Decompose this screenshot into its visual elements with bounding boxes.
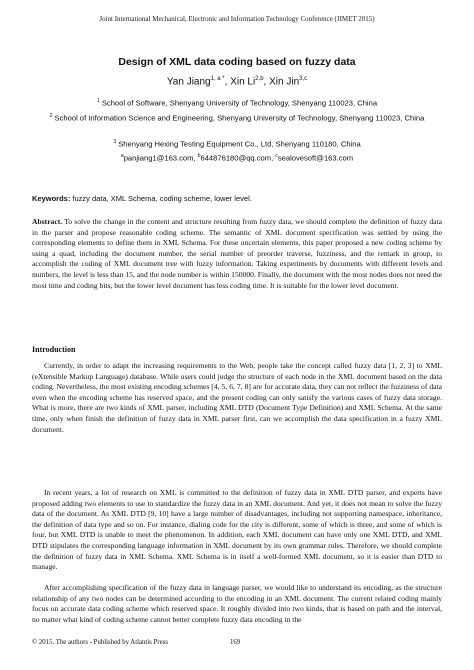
email-address: sealovesoft@163.com [277,153,354,163]
section-heading: Introduction [32,345,76,354]
affiliation-superscript: 2 [49,113,53,119]
abstract-text: To solve the change in the content and structure resulting from fuzzy data, we should complete the definition of fuzzy data in the parser and propose reasonable coding scheme. The semantic of XML document specification was settled by using the corresponding elements to define them in XML Schema. For these uncertain elements, this paper proposed a new coding scheme by using a quad, including the document number, the serial number of preorder traverse, fuzziness, and the remark in group, to accomplish the coding of XML document tree with fuzzy information. Taking experiments by documents with different levels and numbers, the level is less than 15, and the node number is within 150000. Finally, the document with the most nodes does not need the most time and coding bits, but the lower level document has less coding time. It is suitable for the lower level document. [32,217,442,290]
paragraph-2: In recent years, a lot of research on XML is committed to the definition of fuzzy data in XML DTD parser, and experts have proposed adding two elements to use to standardize the fuzzy data in an XML document. And yet, it does not mean to solve the fuzzy data of the document. As XML DTD [9, 10] have a large number of disadvantages, including not supporting namespace, inheritance, the definition of data type and so on. For instance, dialing code for the city is different, some of which is three, and some of which is four, but XML DTD is unable to meet the phenomenon. In addition, each XML document can have only one XML DTD, and XML DTD stipulates the corresponding language information in XML document by its own grammar rules. Therefore, we should complete the definition of fuzzy data in XML Schema. XML Schema is in itself a well-formed XML document, so it is easier than DTD to manage. [32,488,442,572]
affiliation-2 [40,111,434,124]
keywords-text: fuzzy data, XML Schema, coding scheme, lower level. [70,194,252,203]
affiliation-superscript: 1 [96,98,100,104]
page-number: 169 [230,639,241,646]
author-name: Xin Li [230,76,256,88]
affiliation-text: Shenyang Hexing Testing Equipment Co., Ltd, Shenyang 110180, China [118,139,361,149]
abstract-label: Abstract. [32,217,63,226]
author-name: Yan Jiang [166,76,211,88]
email-superscript: c [275,153,278,159]
author-separator: , [263,76,270,88]
email-line [40,151,434,164]
author-superscript: 3,c [299,76,308,82]
affiliation-text: School of Software, Shenyang University of Technology, Shenyang 110023, China [101,98,378,108]
author-name: Xin Jin [269,76,300,88]
paragraph-1: Currently, in order to adapt the increasing requirements to the Web, people take the concept called fuzzy data [1, 2, 3] to XML (eXtensible Markup Language) database. While users could judge the structure of each node in the XML document based on the data coding. Nevertheless, the most existing encoding schemes [4, 5, 6, 7, 8] are for accurate data, they can not reflect the fuzziness of data even when the encoding scheme has reserved space, and the present coding can only satisfy the various cases of fuzzy data storage. What is more, there are two kinds of XML parser, including XML DTD (Document Type Definition) and XML Schema. At the same time, only when finish the definition of fuzzy data in XML parser first, can we accomplish the data specification in a fuzzy XML document. [32,361,442,434]
email-superscript: a [120,153,124,159]
paper-title: Design of XML data coding based on fuzzy data [118,56,356,68]
email-superscript: b [197,153,201,159]
affiliation-3 [40,137,434,150]
keywords [32,194,442,203]
page-footer [0,639,474,653]
email-address: panjiang1@163.com, [123,153,198,163]
abstract [32,217,442,291]
paragraph-3: After accomplishing specification of the fuzzy data in language parser, we would like to understand its encoding, as the structure relationship of any two nodes can be determined according to the encoding in an XML document. The current related coding mainly focus on accurate data coding scheme which reserved space. It roughly divided into two kinds, that is based on path and the interval, no matter what kind of coding scheme cannot better complete fuzzy data encoding in the [32,583,442,624]
author-superscript: 1, a * [210,76,225,82]
affiliation-1 [40,96,434,109]
email-address: 644876180@qq.com, [200,153,276,163]
affiliation-text: School of Information Science and Engineering, Shenyang University of Technology, Shenyang 110023, China [54,113,425,123]
keywords-label: Keywords: [32,194,71,203]
author-list [0,76,474,87]
affiliation-superscript: 3 [113,139,117,145]
author-superscript: 2,b [255,76,264,82]
author-separator: , [224,76,231,88]
running-head: Joint International Mechanical, Electronic and Information Technology Conference (JIMET 2015) [99,15,375,23]
copyright-notice: © 2015. The authors - Published by Atlantis Press [32,639,168,646]
